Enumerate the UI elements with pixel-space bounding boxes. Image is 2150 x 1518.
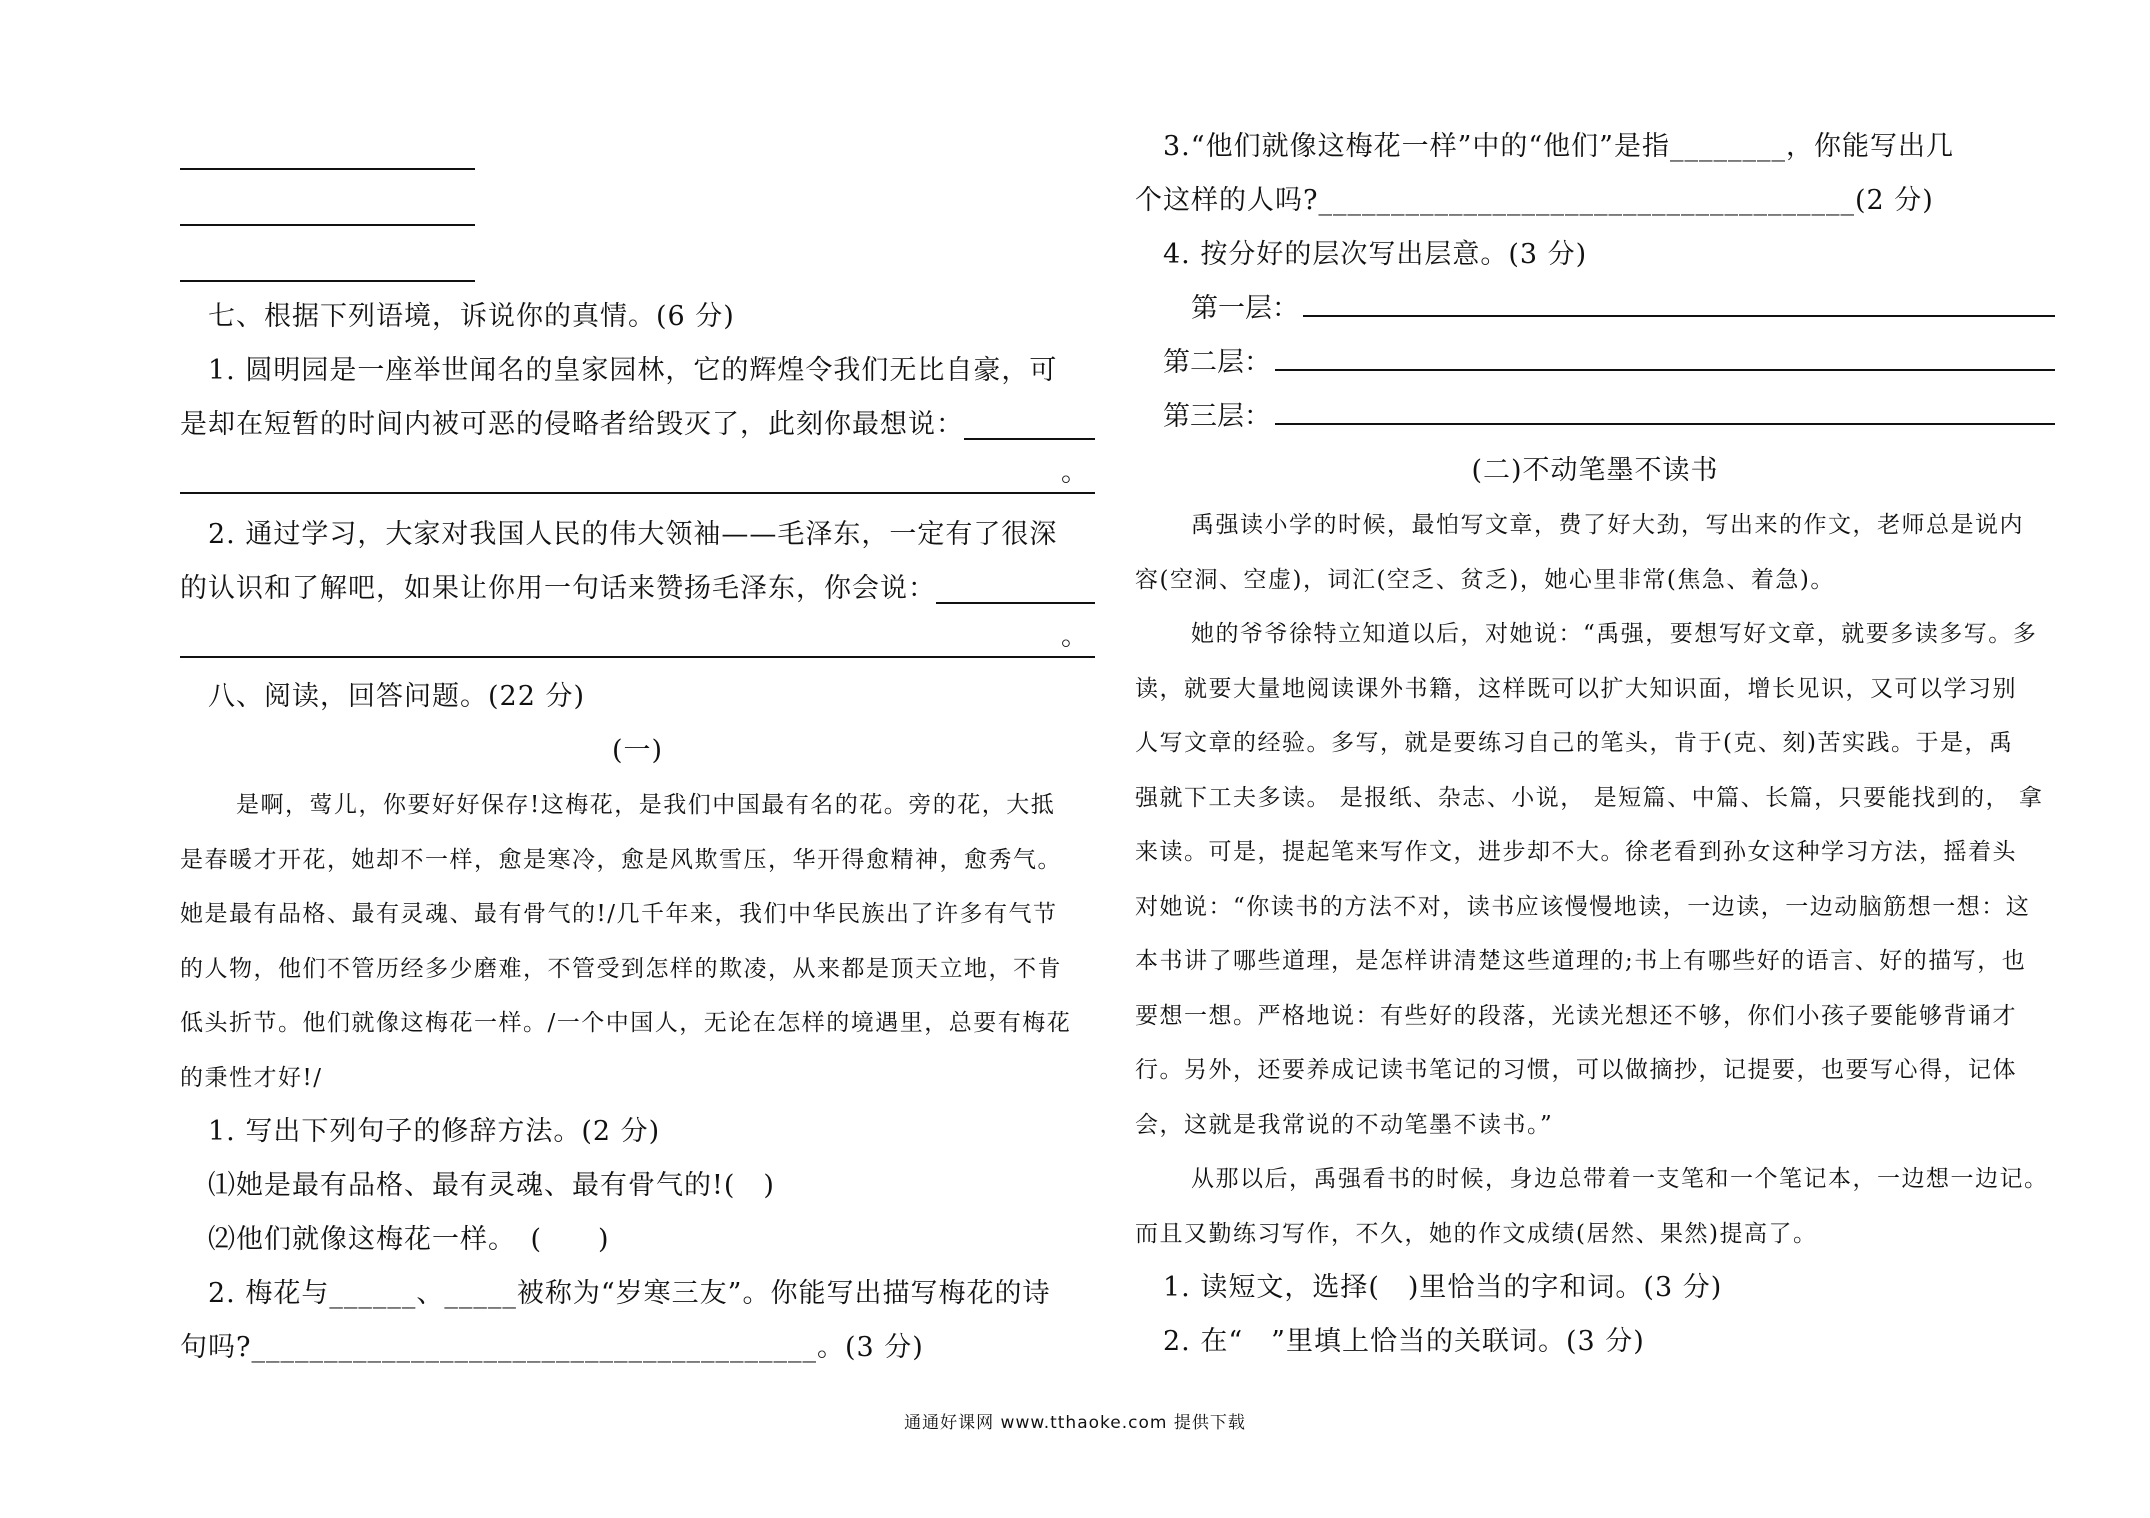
part-2-q2: 2. 在“ ”里填上恰当的关联词。(3 分) (1163, 1326, 1645, 1357)
q2-line-b: 句吗?_______________________________________。(3 分) (180, 1332, 924, 1363)
layer-3-answer-line[interactable] (1275, 397, 2055, 425)
passage-1-line: 她是最有品格、最有灵魂、最有骨气的!/几千年来，我们中华民族出了许多有气节 (180, 901, 1058, 927)
passage-1-line: 低头折节。他们就像这梅花一样。/一个中国人，无论在怎样的境遇里，总要有梅花 (180, 1010, 1072, 1036)
passage-2-line: 人写文章的经验。多写，就是要练习自己的笔头，肯于(克、刻)苦实践。于是，禹 (1135, 730, 2014, 756)
passage-2-line: 而且又勤练习写作，不久，她的作文成绩(居然、果然)提高了。 (1135, 1220, 1818, 1247)
layer-1-row (1135, 282, 2055, 336)
passage-2-line: 读，就要大量地阅读课外书籍，这样既可以扩大知识面，增长见识，又可以学习别 (1135, 675, 2017, 702)
left-column (180, 120, 1095, 1375)
layer-1-answer-line[interactable] (1303, 289, 2055, 317)
q1-sub-2: ⑵他们就像这梅花一样。 ( ) (208, 1224, 610, 1255)
passage-2-line: 本书讲了哪些道理，是怎样讲清楚这些道理的;书上有哪些好的语言、好的描写，也 (1135, 948, 2027, 974)
passage-2-line: 强就下工夫多读。 是报纸、杂志、小说， 是短篇、中篇、长篇，只要能找到的， 拿 (1135, 784, 2044, 811)
passage-2-line: 会，这就是我常说的不动笔墨不读书。” (1135, 1111, 1554, 1138)
answer-line[interactable] (180, 176, 475, 226)
answer-line[interactable] (180, 120, 475, 170)
passage-2-line: 来读。可是，提起笔来写作文，进步却不大。徐老看到孙女这种学习方法，摇着头 (1135, 839, 2017, 865)
layer-2-row (1135, 336, 2055, 390)
answer-line[interactable] (180, 232, 475, 282)
q7-1-end-mark: 。 (1061, 457, 1089, 488)
q7-1-answer-blank[interactable] (964, 408, 1095, 440)
q7-2-answer-line[interactable] (180, 616, 1095, 658)
q7-2-answer-blank[interactable] (936, 572, 1095, 604)
layer-3-row (1135, 390, 2055, 444)
layer-2-answer-line[interactable] (1275, 343, 2055, 371)
passage-2-line: 行。另外，还要养成记读书笔记的习惯，可以做摘抄，记提要，也要写心得，记体 (1135, 1057, 2017, 1083)
passage-2-line: 容(空洞、空虚)，词汇(空乏、贫乏)，她心里非常(焦急、着急)。 (1135, 566, 1835, 593)
q7-2-end-mark: 。 (1061, 621, 1089, 652)
layer-2-label: 第二层： (1163, 347, 1271, 378)
q7-1-line-b (180, 398, 1095, 452)
q2-line-a: 2. 梅花与______、_____被称为“岁寒三友”。你能写出描写梅花的诗 (208, 1278, 1051, 1309)
part-2-title: (二)不动笔墨不读书 (1471, 455, 1719, 486)
q7-1-text-b: 是却在短暂的时间内被可恶的侵略者给毁灭了，此刻你最想说： (180, 409, 964, 440)
passage-2 (1135, 498, 2055, 1261)
q7-2-text-b: 的认识和了解吧，如果让你用一句话来赞扬毛泽东，你会说： (180, 573, 936, 604)
q1-sub-1: ⑴她是最有品格、最有灵魂、最有骨气的!( ) (208, 1170, 775, 1201)
passage-1-line: 是啊，莺儿，你要好好保存!这梅花，是我们中国最有名的花。旁的花，大抵 (236, 792, 1056, 818)
q4-title: 4. 按分好的层次写出层意。(3 分) (1163, 239, 1588, 270)
layer-3-label: 第三层： (1163, 401, 1271, 432)
q7-1-line-a: 1. 圆明园是一座举世闻名的皇家园林，它的辉煌令我们无比自豪，可 (208, 355, 1058, 386)
passage-2-line: 禹强读小学的时候，最怕写文章，费了好大劲，写出来的作文，老师总是说内 (1191, 512, 2024, 538)
right-column (1135, 120, 2055, 1369)
passage-1-line: 的人物，他们不管历经多少磨难，不管受到怎样的欺凌，从来都是顶天立地，不肯 (180, 955, 1062, 982)
layer-1-label: 第一层： (1191, 293, 1299, 324)
passage-2-line: 从那以后，禹强看书的时候，身边总带着一支笔和一个笔记本，一边想一边记。 (1191, 1166, 2049, 1192)
passage-1-line: 的秉性才好!/ (180, 1064, 323, 1091)
q7-1-answer-line[interactable] (180, 452, 1095, 494)
q3-line-a: 3.“他们就像这梅花一样”中的“他们”是指________，你能写出几 (1163, 131, 1954, 162)
section-7-title: 七、根据下列语境，诉说你的真情。(6 分) (208, 301, 735, 332)
passage-1 (180, 778, 1095, 1105)
passage-2-line: 要想一想。严格地说：有些好的段落，光读光想还不够，你们小孩子要能够背诵才 (1135, 1002, 2017, 1029)
page-footer: 通通好课网 www.tthaoke.com 提供下载 (904, 1413, 1246, 1433)
section-8-title: 八、阅读，回答问题。(22 分) (208, 681, 586, 712)
passage-2-line: 她的爷爷徐特立知道以后，对她说：“禹强，要想写好文章，就要多读多写。多 (1191, 621, 2038, 647)
passage-2-line: 对她说：“你读书的方法不对，读书应该慢慢地读，一边读，一边动脑筋想一想：这 (1135, 893, 2031, 920)
q1-title: 1. 写出下列句子的修辞方法。(2 分) (208, 1116, 661, 1147)
part-2-q1: 1. 读短文，选择( )里恰当的字和词。(3 分) (1163, 1272, 1723, 1303)
passage-1-line: 是春暖才开花，她却不一样，愈是寒冷，愈是风欺雪压，华开得愈精神，愈秀气。 (180, 846, 1062, 873)
q3-line-b: 个这样的人吗?_____________________________________(2 分) (1135, 185, 1934, 216)
part-1-title: (一) (611, 735, 664, 766)
q7-2-line-a: 2. 通过学习，大家对我国人民的伟大领袖——毛泽东，一定有了很深 (208, 519, 1058, 550)
q7-2-line-b (180, 562, 1095, 616)
